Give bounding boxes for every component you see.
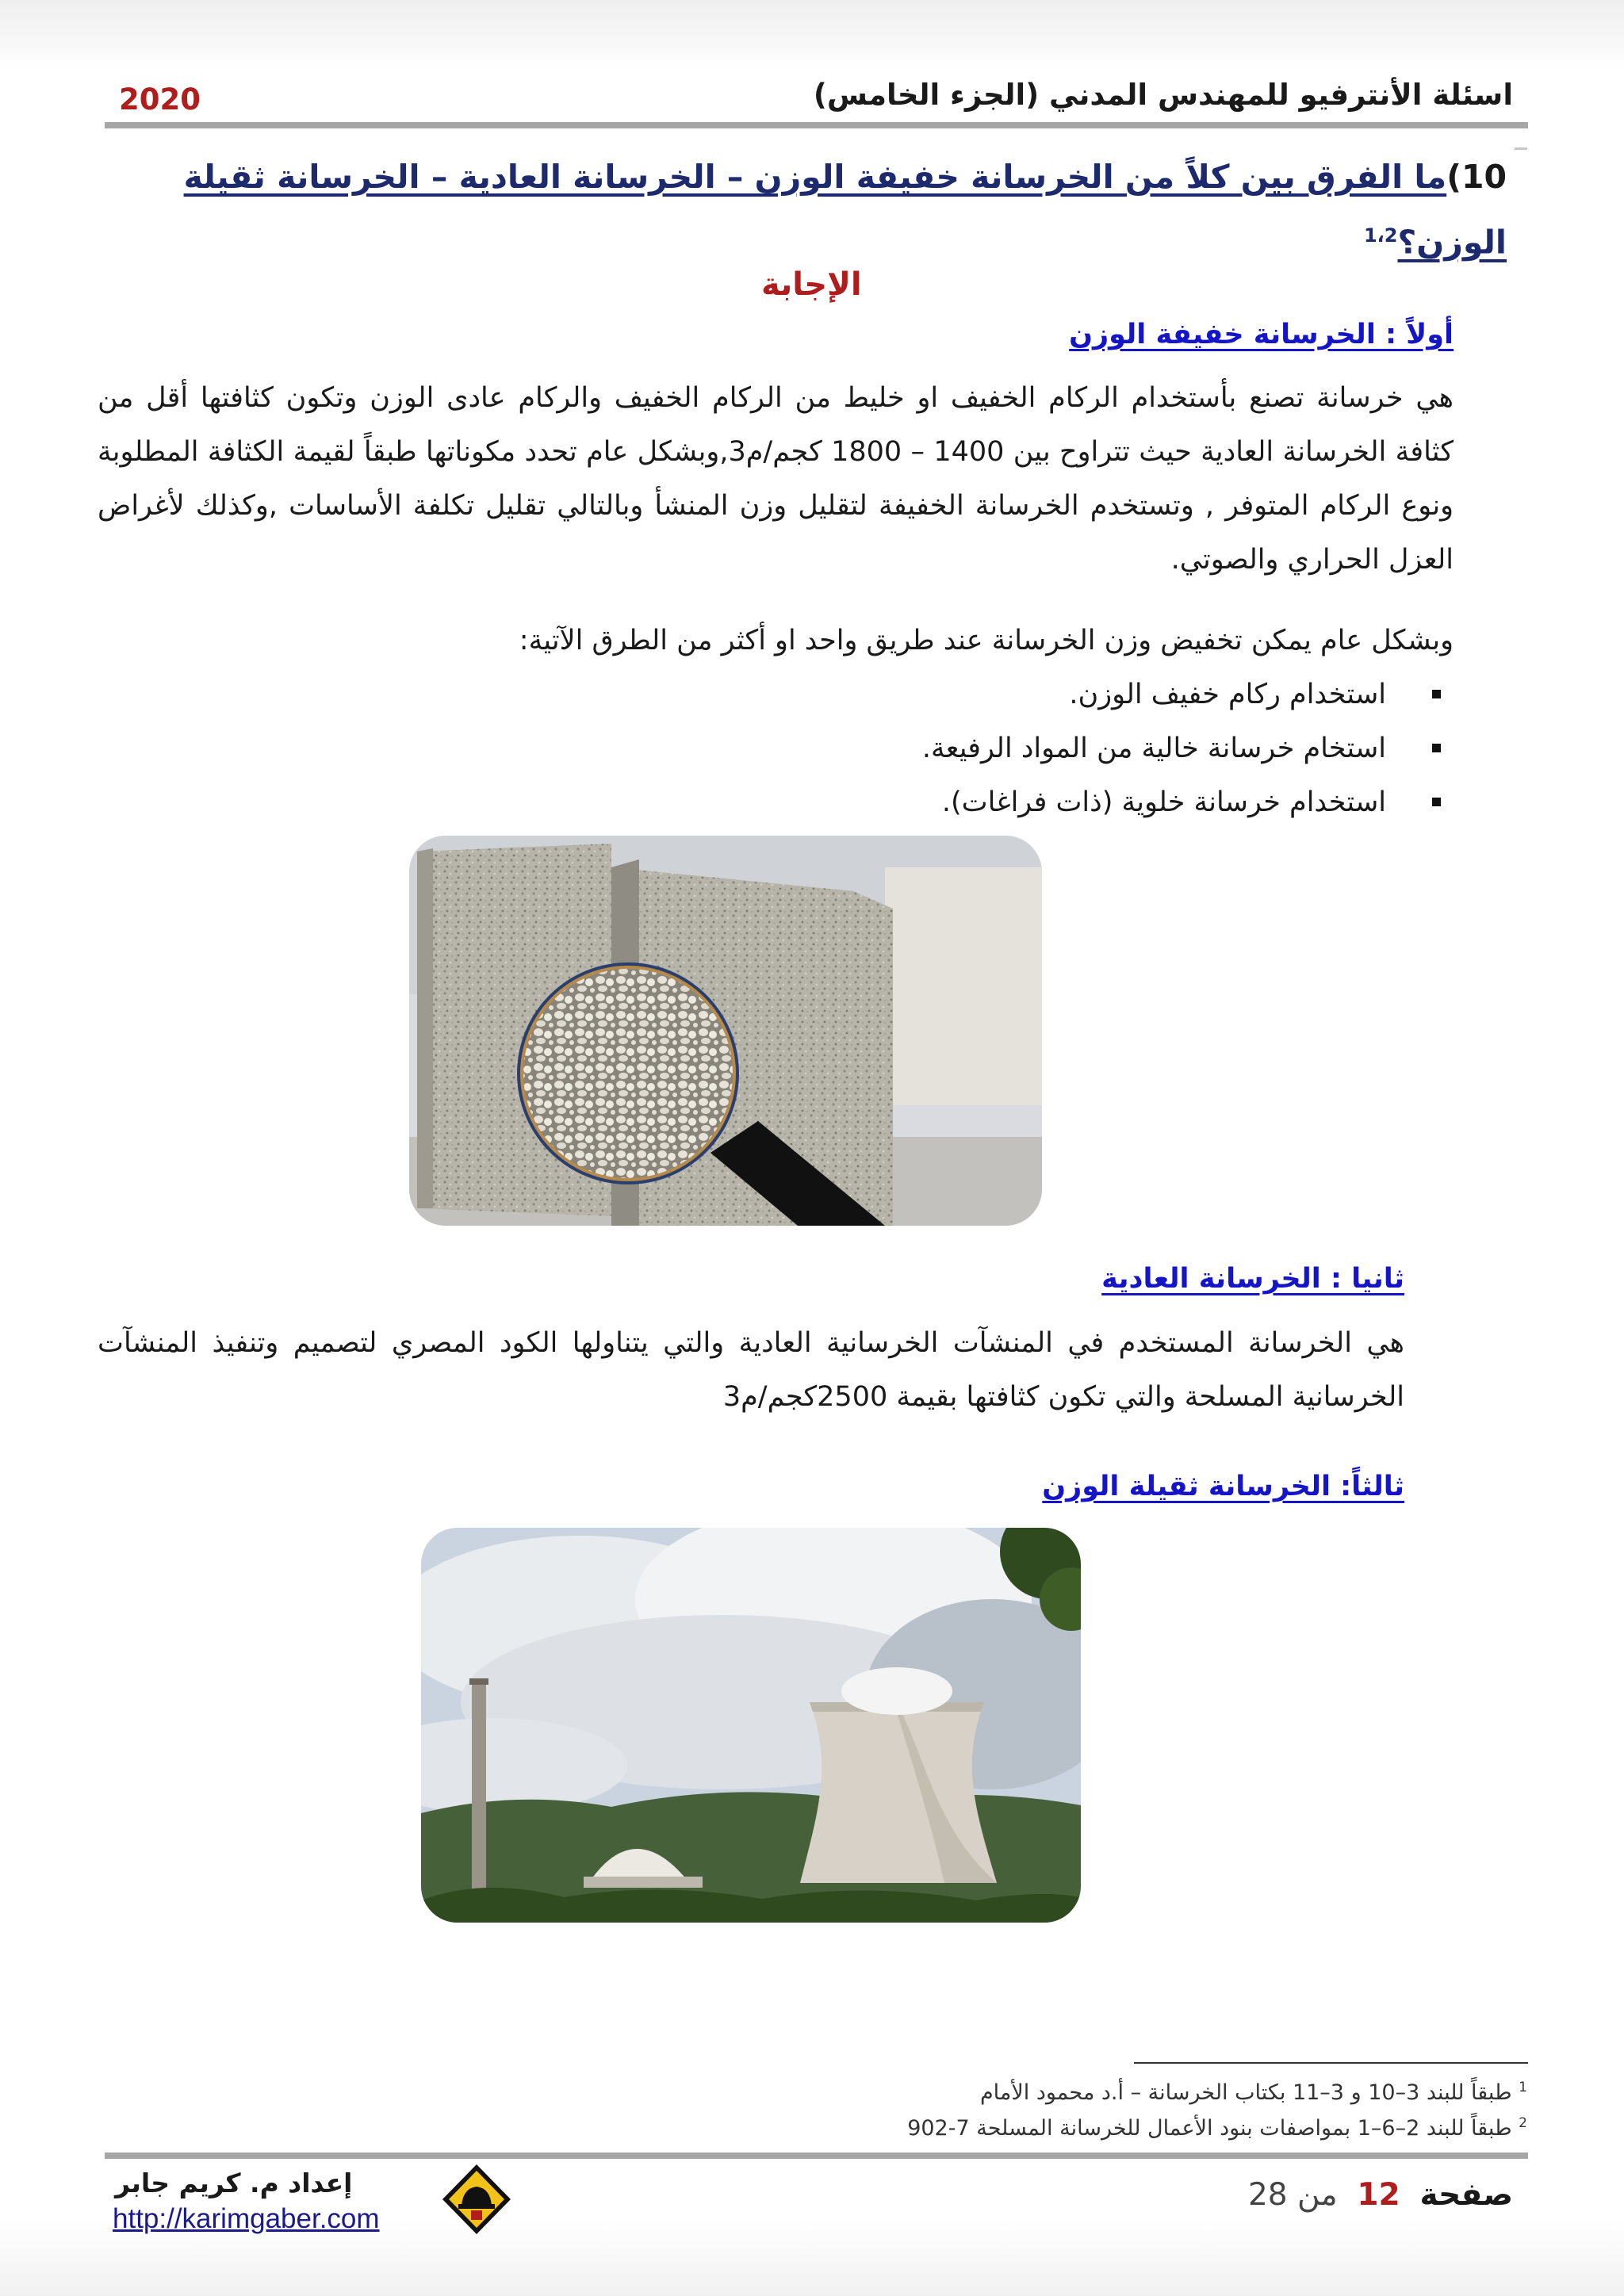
bullet-square-icon xyxy=(1432,690,1441,698)
list-item: استخدام ركام خفيف الوزن. xyxy=(732,668,1446,721)
question-heading xyxy=(111,147,1507,272)
question-text: ما الفرق بين كلاً من الخرسانة خفيفة الوزن – الخرسانة العادية – الخرسانة ثقيلة الوزن؟ xyxy=(183,158,1507,262)
heavyweight-concrete-photo xyxy=(421,1528,1081,1923)
section-heading-lightweight: أولاً : الخرسانة خفيفة الوزن xyxy=(1069,319,1454,350)
section-heading-heavyweight: ثالثاً: الخرسانة ثقيلة الوزن xyxy=(1042,1471,1404,1502)
bullet-square-icon xyxy=(1432,798,1441,806)
author-credit: إعداد م. كريم جابر xyxy=(115,2168,353,2198)
question-footnote-refs[interactable]: 1،2 xyxy=(1363,224,1398,247)
footnote-divider xyxy=(1134,2062,1528,2064)
document-year: 2020 xyxy=(119,82,201,117)
weight-reduction-list xyxy=(732,668,1446,829)
document-title: اسئلة الأنترفيو للمهندس المدني (الجزء الخامس) xyxy=(813,78,1513,112)
list-item: استخام خرسانة خالية من المواد الرفيعة. xyxy=(732,721,1446,775)
bullet-square-icon xyxy=(1432,744,1441,752)
normal-concrete-paragraph: هي الخرسانة المستخدم في المنشآت الخرسانية العادية والتي يتناولها الكود المصري لتصميم وتنفيذ المنشآت الخرسانية المسلحة والتي تكون كثافتها بقيمة 2500كجم/م3 xyxy=(98,1327,1404,1413)
answer-heading: الإجابة xyxy=(761,266,862,303)
footnote-2: $^2$ طبقاً للبند 2–6–1 بمواصفات بنود الأعمال للخرسانة المسلحة 7-902 xyxy=(907,2115,1527,2141)
header-dash xyxy=(1515,147,1527,150)
page-number: صفحة 12 من 28 xyxy=(1247,2177,1513,2213)
footnote-1: $^1$ طبقاً للبند 3–10 و 3–11 بكتاب الخرسانة – أ.د محمود الأمام xyxy=(979,2080,1527,2105)
footer-divider xyxy=(105,2152,1528,2159)
section-heading-normal: ثانيا : الخرسانة العادية xyxy=(1101,1263,1404,1295)
lightweight-intro: وبشكل عام يمكن تخفيض وزن الخرسانة عند طريق واحد او أكثر من الطرق الآتية: xyxy=(519,625,1454,656)
list-item: استخدام خرسانة خلوية (ذات فراغات). xyxy=(732,775,1446,829)
helmet-warning-logo-icon xyxy=(441,2163,512,2236)
lightweight-concrete-photo xyxy=(409,836,1042,1226)
lightweight-paragraph: هي خرسانة تصنع بأستخدام الركام الخفيف او خليط من الركام الخفيف والركام عادى الوزن وتكون كثافتها أقل من كثافة الخرسانة العادية حيث تتراوح بين 1400 – 1800 كجم/م3,وبشكل عام تحدد مكوناتها طبقاً لقيمة الكثافة المطلوبة ونوع الركام المتوفر , وتستخدم الخرسانة الخفيفة لتقليل وزن المنشأ وبالتالي تقليل تكلفة الأساسات ,وكذلك لأغراض العزل الحراري والصوتي. xyxy=(98,382,1454,576)
header-divider xyxy=(105,122,1528,128)
website-link[interactable]: http://karimgaber.com xyxy=(113,2203,380,2234)
question-number: 10) xyxy=(1446,158,1507,196)
